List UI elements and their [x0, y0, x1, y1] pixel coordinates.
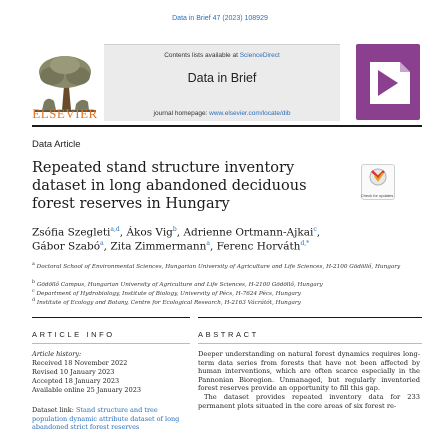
section-rule — [198, 317, 422, 318]
affiliation: $^c$ Department of Hydrobiology, Institute of Biology, University of Pécs, H-7624 Pécs, Hungary — [32, 289, 301, 297]
journal-reference[interactable]: Data in Brief 47 (2023) 108929 — [172, 15, 268, 22]
affiliation: $^d$ Institute of Ecology and Botany, Centre for Ecological Research, H-2163 Vácrátót, Hungary — [32, 298, 301, 306]
history-label: Article history: — [32, 350, 82, 358]
updates-ribbon-icon — [362, 165, 394, 189]
author-name[interactable]: Zsófia Szegleti — [32, 226, 111, 239]
abstract-heading: ABSTRACT — [198, 330, 259, 339]
affiliation: $^a$ Doctoral School of Environmental Sciences, Hungarian University of Agriculture and Life Sciences, H-2100 Gödöllő, Hungary — [32, 262, 401, 270]
authors-line: Gábor Szabó$^a$, Zita Zimmermann$^a$, Ferenc Horváth$^{d,*}$ — [32, 240, 310, 253]
author-name[interactable]: Ákos Vig — [126, 226, 173, 239]
article-info-heading: ARTICLE INFO — [32, 330, 115, 339]
dataset-link-block: Dataset link: Stand structure and tree population dynamic attribute dataset of long abandoned strict forest reserves — [32, 406, 180, 431]
homepage-link[interactable]: www.elsevier.com/locate/dib — [209, 110, 291, 117]
section-rule — [32, 343, 190, 344]
history-accepted: Accepted 18 January 2023 — [32, 377, 120, 385]
history-online: Available online 25 January 2023 — [32, 386, 141, 394]
dataset-link[interactable]: Stand structure and tree population dynamic attribute dataset of long abandoned strict forest reserves — [32, 406, 180, 431]
section-rule — [198, 343, 422, 344]
history-received: Received 18 November 2022 — [32, 359, 128, 367]
affiliation: $^b$ Gödöllő Campus, Hungarian University of Agriculture and Life Sciences, H-2100 Gödöllő, Hungary — [32, 280, 323, 288]
homepage-line: journal homepage: www.elsevier.com/locate/dib — [153, 110, 291, 117]
contents-line: Contents lists available at ScienceDirect — [164, 52, 280, 59]
elsevier-wordmark: ELSEVIER — [32, 106, 98, 121]
author-sup[interactable]: a — [206, 240, 210, 247]
header-rule — [32, 125, 422, 127]
journal-title: Data in Brief — [187, 71, 257, 85]
author-name[interactable]: Ferenc Horváth — [216, 240, 301, 253]
author-name[interactable]: Zita Zimmermann — [110, 240, 207, 253]
abstract-text — [198, 350, 420, 410]
sciencedirect-link[interactable]: ScienceDirect — [239, 52, 280, 59]
abstract-paragraph: Deeper understanding on natural forest dynamics requires long-term data series from forests that have not been affected by human interventions, which are often scarce especially in the Pannonian Bioregion. Unmanaged, but regularly inventoried forest reserves provide an opportunity to fill this gap. — [198, 350, 420, 393]
section-rule — [32, 317, 190, 318]
author-sup[interactable]: a — [100, 240, 104, 247]
author-sup[interactable]: d,* — [300, 240, 310, 247]
article-type: Data Article — [32, 139, 81, 150]
author-sup[interactable]: b — [172, 226, 177, 233]
author-name[interactable]: Gábor Szabó — [32, 240, 101, 253]
history-revised: Revised 10 January 2023 — [32, 368, 115, 376]
author-sup[interactable]: c — [313, 226, 317, 233]
data-in-brief-cover-icon[interactable] — [356, 44, 420, 120]
cover-glyph-icon — [356, 44, 420, 120]
author-sup[interactable]: a,d — [110, 226, 120, 233]
article-title: Repeated stand structure inventory dataset in long abandoned deciduous forest reserves in Hungary — [32, 160, 307, 212]
authors-line: Zsófia Szegleti$^{a,d}$, Ákos Vig$^b$, Adrienne Ortmann-Ajkai$^c$, — [32, 226, 321, 239]
author-name[interactable]: Adrienne Ortmann-Ajkai — [183, 226, 314, 239]
abstract-paragraph: The dataset provides repeated inventory data for 233 permanent plots situated in the core areas of six forest re- — [198, 392, 420, 410]
check-for-updates-label: Check for updates — [360, 193, 394, 198]
